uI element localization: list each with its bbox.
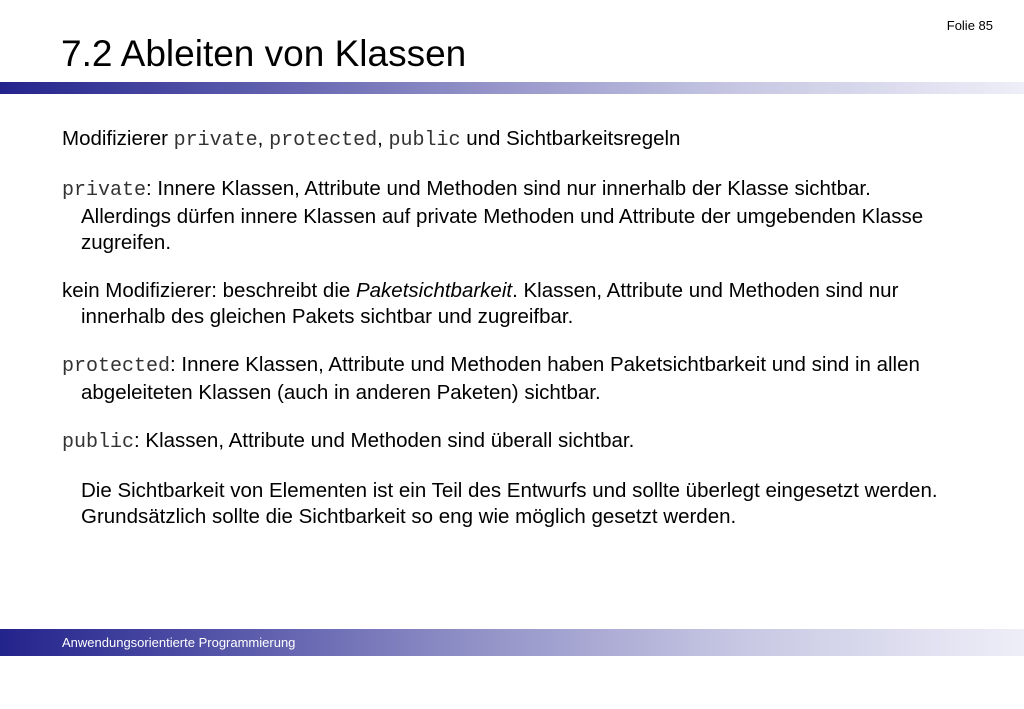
keyword-protected: protected [269,129,378,152]
heading-paragraph [62,126,962,154]
protected-paragraph [62,352,962,406]
protected-text: : Innere Klassen, Attribute und Methoden haben Paketsichtbarkeit und sind in allen abgeleiteten Klassen (auch in anderen Paketen) sichtbar. [81,353,920,404]
private-paragraph [62,176,962,256]
public-keyword: public [62,431,135,454]
protected-keyword: protected [62,355,171,378]
heading-text: Modifizierer [62,127,174,150]
footer-text: Anwendungsorientierte Programmierung [62,635,296,650]
private-text: : Innere Klassen, Attribute und Methoden sind nur innerhalb der Klasse sichtbar. Allerdings dürfen innere Klassen auf private Methoden und Attribute der umgebenden Klasse zugreifen. [81,177,924,254]
no-modifier-text: kein Modifizierer: beschreibt die [62,279,356,302]
private-keyword: private [62,179,147,202]
keyword-public: public [388,129,461,152]
separator: , [257,127,270,150]
separator: , [377,127,389,150]
no-modifier-paragraph [62,278,962,330]
package-visibility-term: Paketsichtbarkeit [355,279,513,302]
conclusion-paragraph: Die Sichtbarkeit von Elementen ist ein Teil des Entwurfs und sollte überlegt eingesetzt werden. Grundsätzlich sollte die Sichtbarkeit so eng wie möglich gesetzt werden. [81,479,938,528]
slide-number: Folie 85 [946,18,993,33]
heading-text-end: und Sichtbarkeitsregeln [460,127,681,150]
keyword-private: private [173,129,258,152]
public-text: : Klassen, Attribute und Methoden sind überall sichtbar. [134,429,635,452]
slide-title: 7.2 Ableiten von Klassen [61,33,467,74]
no-modifier-text-end: . Klassen, Attribute und Methoden sind nur innerhalb des gleichen Pakets sichtbar und zugreifbar. [81,279,899,328]
title-underline-bar [0,82,1024,94]
public-paragraph [62,428,962,456]
slide-content [62,126,962,552]
